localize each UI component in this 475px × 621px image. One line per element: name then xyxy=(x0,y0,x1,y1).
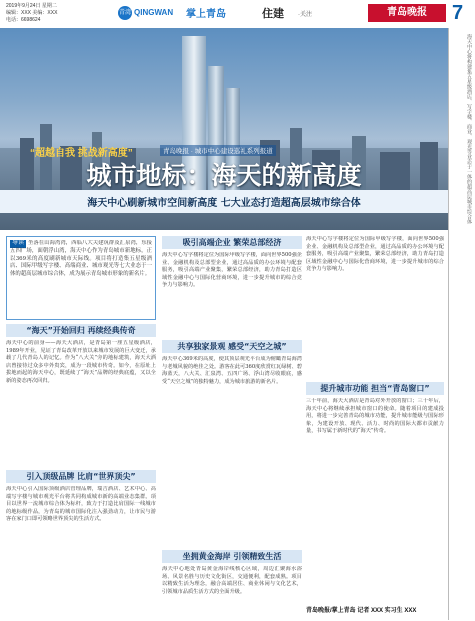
byline: 青岛晚报/掌上青岛 记者 XXX 实习生 XXX xyxy=(306,608,417,614)
hero-image xyxy=(0,28,448,230)
lead-text: 坐落在山海湾湾，西临八大关建筑群及汇泉湾，东接五四广场，面朝浮山湾，海天中心作为青岛城市新地标，正以369米的高度刷新城市天际线。项目将打造集五星级酒店、国际甲级写字楼、高端商业、城市观光等七大业态于一体的超高层城市综合体，成为展示青岛城市形象的新名片。 xyxy=(10,240,152,278)
page-number: 7 xyxy=(452,2,464,24)
upgrade-title: 提升城市功能 担当“青岛窗口” xyxy=(306,382,444,395)
win-body: 海天中心369米的高度，使其顶层观光平台成为俯瞰青岛海湾与老城风貌的绝佳之处。游客在此可360度欣赏红瓦绿树、碧海蓝天，八大关、汇泉湾、五四广场、浮山湾尽收眼底，感受“天空之城”的独特魅力，成为城市旅游的新名片。 xyxy=(162,356,302,385)
world-body: 海天中心引入国际顶级酒店管理品牌，瑞吉酒店、艺术中心、高端写字楼与城市观光平台将共同构成城市新的高端业态集群。项目以世界一流城市综合体为标杆，致力于打造比肩国际一线城市的地标级作品，为青岛的城市国际化注入强劲动力，让市民与游客在家门口即可领略世界顶尖的生活方式。 xyxy=(6,486,156,523)
sea-title: 坐拥黄金海岸 引领精致生活 xyxy=(162,550,302,563)
qingwan-logo-sub: QINGWAN xyxy=(134,8,174,17)
upgrade-intro xyxy=(306,236,444,376)
section-sub: ·关注 xyxy=(298,12,312,18)
biz-section xyxy=(162,236,302,348)
biz-title: 吸引高端企业 繁荣总部经济 xyxy=(162,236,302,249)
world-section xyxy=(6,470,156,621)
upgrade-intro-body: 海天中心写字楼将定位为国际甲级写字楼，面向世界500强企业、金融机构及总部型企业，通过高品质的办公环境与配套服务，吸引高端产业聚集，繁荣总部经济，助力青岛打造区域性金融中心与国际化营商环境，进一步提升城市的综合竞争力与影响力。 xyxy=(306,236,444,273)
campaign-subtitle: 青岛晚报 · 城市中心建设巡礼系列报道 xyxy=(160,145,276,156)
issue-date: 2019年9月24日 星期二 xyxy=(6,3,57,9)
history-body: 海天中心的前身——海天大酒店，是青岛第一座五星级酒店，1989年开业，见证了青岛改革开放以来城市发展的巨大变迁，承载了几代青岛人的记忆。作为“八大关”旁的地标建筑，海天大酒店曾接待过众多中外贵宾，成为一段城市传奇。如今，在原址上拔地而起的海天中心，既延续了“海天”品牌的经典底蕴，又以全新的姿态再次回归。 xyxy=(6,340,156,384)
lead-tag: 导读 xyxy=(12,240,25,246)
history-section xyxy=(6,324,156,470)
app-name: 掌上青岛 xyxy=(186,9,226,20)
qingwan-logo-icon: 青湾 xyxy=(118,6,132,20)
section-name: 住建 xyxy=(262,8,284,20)
sea-section xyxy=(162,550,302,618)
masthead-meta xyxy=(6,3,57,24)
world-title: 引入顶级品牌 比肩“世界顶尖” xyxy=(6,470,156,483)
history-title: “海天”开始回归 再续经典传奇 xyxy=(6,324,156,337)
win-section xyxy=(162,340,302,561)
editor-line: 编辑：XXX 美编：XXX xyxy=(6,10,58,16)
sea-body: 海天中心地处青岛黄金海岸线核心区域，周边汇聚海水浴场、风景名胜与历史文化街区，交通便利，配套成熟。项目以精致生活为理念，融合高端居住、商业休闲与文化艺术，引领城市品质生活方式的全面升级。 xyxy=(162,566,302,595)
paper-brand: 青岛晚报 xyxy=(368,4,446,22)
biz-body: 海天中心写字楼将定位为国际甲级写字楼，面向世界500强企业、金融机构及总部型企业，通过高品质的办公环境与配套服务，吸引高端产业聚集，繁荣总部经济，助力青岛打造区域性金融中心与国际化营商环境，进一步提升城市的综合竞争力与影响力。 xyxy=(162,252,302,289)
campaign-title: “超越自我 挑战新高度” xyxy=(30,148,133,159)
upgrade-section xyxy=(306,382,444,614)
phone-line: 电话：6698624 xyxy=(6,17,41,23)
win-title: 共享独家景观 感受“天空之城” xyxy=(162,340,302,353)
lead-box xyxy=(6,236,156,320)
side-summary: 海天中心将构建集五星级酒店、写字楼、商业、观光等业态于一体的超高层城市综合体 xyxy=(466,34,472,224)
headline: 城市地标：海天的新高度 xyxy=(86,161,362,190)
masthead xyxy=(0,0,475,30)
subheadline: 海天中心刷新城市空间新高度 七大业态打造超高层城市综合体 xyxy=(0,190,448,213)
upgrade-body: 三十年前，海天大酒店是青岛对外开放的窗口；三十年后，海天中心将继续承担城市窗口的使命。随着项目的建成投用，将进一步完善青岛的城市功能，提升城市能级与国际形象，为建设开放、现代、活力、时尚的国际大都市贡献力量，书写属于新时代的“海天”传奇。 xyxy=(306,398,444,435)
